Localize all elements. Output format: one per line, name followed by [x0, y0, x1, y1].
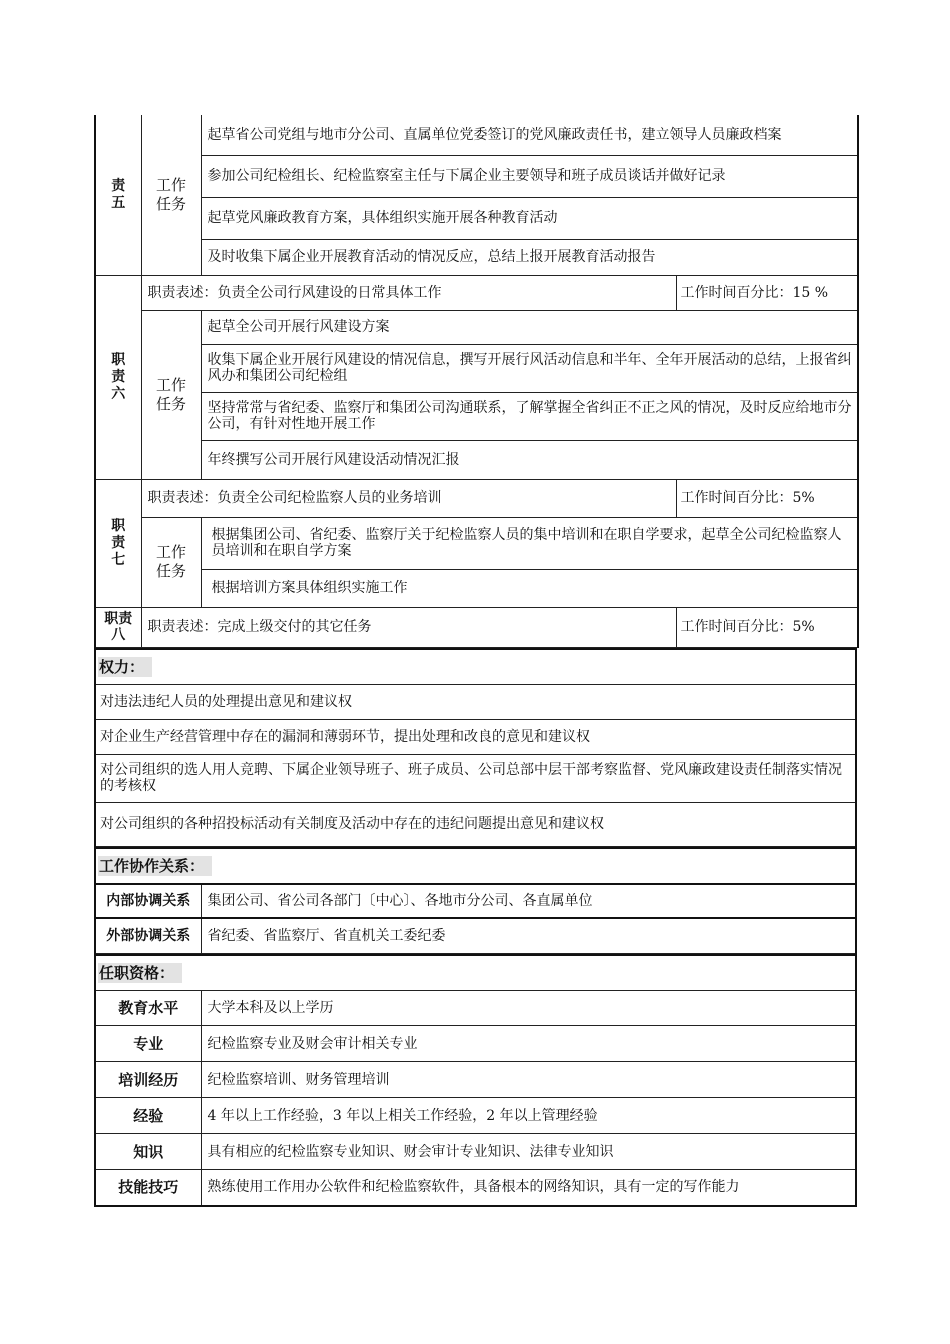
qual-label: 知识 — [95, 1134, 201, 1170]
qual-value: 大学本科及以上学历 — [201, 991, 856, 1026]
internal-value: 集团公司、省公司各部门〔中心〕、各地市分公司、各直属单位 — [201, 884, 856, 918]
duty6-task-label: 工作 任务 — [141, 310, 201, 479]
duty7-percent: 工作时间百分比：5% — [676, 479, 858, 517]
duty5-task: 起草省公司党组与地市分公司、直属单位党委签订的党风廉政责任书，建立领导人员廉政档案 — [201, 115, 858, 155]
duty6-task: 收集下属企业开展行风建设的情况信息，撰写开展行风活动信息和半年、全年开展活动的总结，上报省纠风办和集团公司纪检组 — [201, 344, 858, 392]
qual-label: 培训经历 — [95, 1062, 201, 1098]
cooperation-table — [94, 847, 857, 955]
duty8-percent: 工作时间百分比：5% — [676, 607, 858, 647]
qual-value: 纪检监察培训、财务管理培训 — [201, 1062, 856, 1098]
job-description-sheet — [94, 115, 857, 1207]
duty7-task-label: 工作 任务 — [141, 517, 201, 607]
duties-table — [94, 115, 859, 648]
duty6-label: 职 责 六 — [95, 275, 141, 479]
qual-value: 具有相应的纪检监察专业知识、财会审计专业知识、法律专业知识 — [201, 1134, 856, 1170]
qual-label: 技能技巧 — [95, 1170, 201, 1206]
power-item: 对违法违纪人员的处理提出意见和建议权 — [95, 684, 856, 719]
duty6-task: 年终撰写公司开展行风建设活动情况汇报 — [201, 440, 858, 479]
qual-label: 经验 — [95, 1098, 201, 1134]
duty5-task: 及时收集下属企业开展教育活动的情况反应，总结上报开展教育活动报告 — [201, 239, 858, 275]
external-value: 省纪委、省监察厅、省直机关工委纪委 — [201, 918, 856, 954]
duty5-task: 起草党风廉政教育方案，具体组织实施开展各种教育活动 — [201, 197, 858, 239]
external-label: 外部协调关系 — [95, 918, 201, 954]
qualifications-table — [94, 954, 857, 1207]
duty8-statement: 职责表述：完成上级交付的其它任务 — [141, 607, 676, 647]
qual-value: 纪检监察专业及财会审计相关专业 — [201, 1026, 856, 1062]
duty5-task-label: 工作 任务 — [141, 115, 201, 275]
cooperation-heading: 工作协作关系： — [95, 848, 856, 884]
power-item: 对公司组织的各种招投标活动有关制度及活动中存在的违纪问题提出意见和建议权 — [95, 802, 856, 846]
duty8-label: 职责 八 — [95, 607, 141, 647]
duty6-percent: 工作时间百分比：15 % — [676, 275, 858, 310]
powers-table — [94, 648, 857, 847]
qual-value: 熟练使用工作用办公软件和纪检监察软件，具备根本的网络知识，具有一定的写作能力 — [201, 1170, 856, 1206]
powers-heading: 权力： — [95, 649, 856, 685]
qual-value: 4 年以上工作经验，3 年以上相关工作经验，2 年以上管理经验 — [201, 1098, 856, 1134]
qual-label: 专业 — [95, 1026, 201, 1062]
duty6-task: 坚持常常与省纪委、监察厅和集团公司沟通联系，了解掌握全省纠正不正之风的情况，及时反应给地市分公司，有针对性地开展工作 — [201, 392, 858, 440]
duty7-statement: 职责表述：负责全公司纪检监察人员的业务培训 — [141, 479, 676, 517]
qualifications-heading: 任职资格： — [95, 955, 856, 991]
qual-label: 教育水平 — [95, 991, 201, 1026]
power-item: 对公司组织的选人用人竞聘、下属企业领导班子、班子成员、公司总部中层干部考察监督、党风廉政建设责任制落实情况的考核权 — [95, 754, 856, 802]
duty7-task: 根据集团公司、省纪委、监察厅关于纪检监察人员的集中培训和在职自学要求，起草全公司纪检监察人员培训和在职自学方案 — [201, 517, 858, 569]
duty5-label: 责 五 — [95, 115, 141, 275]
power-item: 对企业生产经营管理中存在的漏洞和薄弱环节，提出处理和改良的意见和建议权 — [95, 719, 856, 754]
internal-label: 内部协调关系 — [95, 884, 201, 918]
duty6-task: 起草全公司开展行风建设方案 — [201, 310, 858, 344]
duty5-task: 参加公司纪检组长、纪检监察室主任与下属企业主要领导和班子成员谈话并做好记录 — [201, 155, 858, 197]
duty7-label: 职 责 七 — [95, 479, 141, 607]
duty6-statement: 职责表述：负责全公司行风建设的日常具体工作 — [141, 275, 676, 310]
duty7-task: 根据培训方案具体组织实施工作 — [201, 569, 858, 607]
